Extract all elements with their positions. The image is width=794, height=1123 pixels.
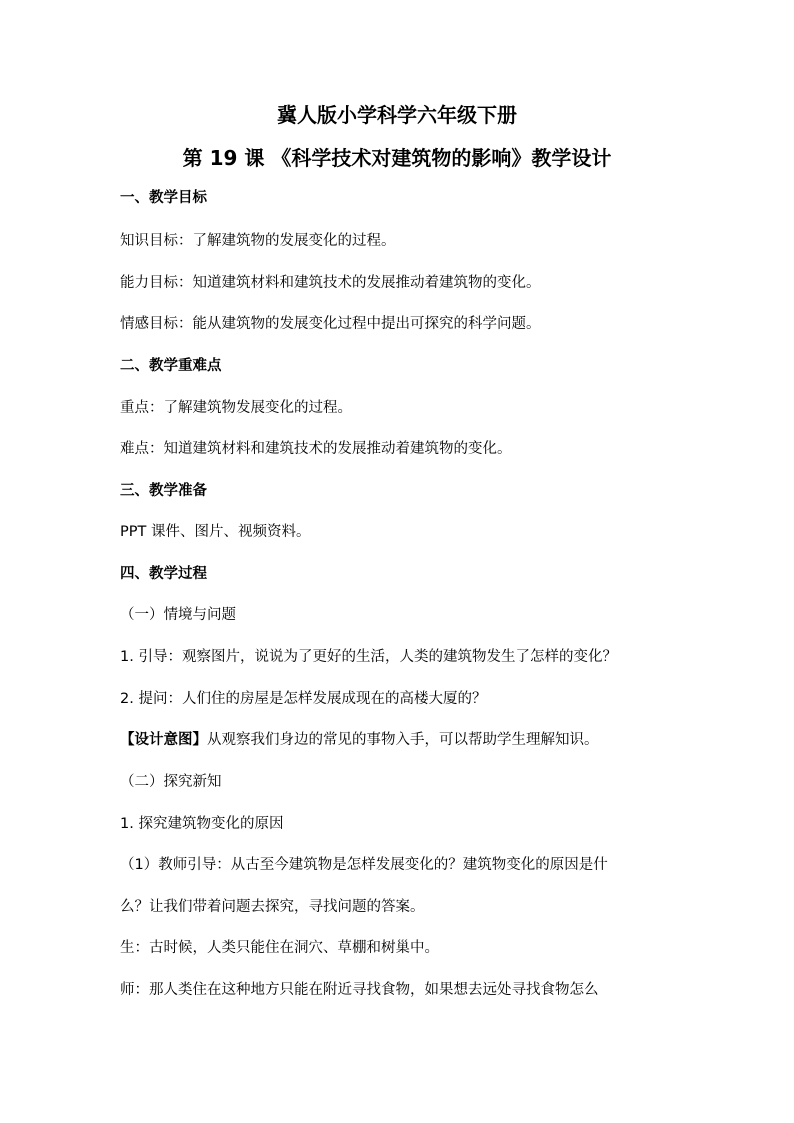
student-response: 生：古时候，人类只能住在洞穴、草棚和树巢中。 [120, 940, 439, 956]
ability-objective: 能力目标：知道建筑材料和建筑技术的发展推动着建筑物的变化。 [120, 275, 541, 291]
explore-item-1: 1. 探究建筑物变化的原因 [120, 816, 284, 832]
section-heading-objectives: 一、教学目标 [120, 190, 207, 206]
lesson-title: 第 19 课 《科学技术对建筑物的影响》教学设计 [182, 146, 612, 170]
design-intent-text: 从观察我们身边的常见的事物入手，可以帮助学生理解知识。 [207, 732, 599, 748]
emotion-objective: 情感目标：能从建筑物的发展变化过程中提出可探究的科学问题。 [120, 316, 541, 332]
process-item-2: 2. 提问：人们住的房屋是怎样发展成现在的高楼大厦的？ [120, 691, 487, 707]
teacher-guide-line-1: （1）教师引导：从古至今建筑物是怎样发展变化的？建筑物变化的原因是什 [120, 857, 608, 873]
subsection-explore: （二）探究新知 [120, 774, 222, 790]
document-title: 冀人版小学科学六年级下册 [277, 103, 517, 127]
design-intent-label: 【设计意图】 [120, 732, 207, 748]
preparation-materials: PPT 课件、图片、视频资料。 [120, 524, 311, 540]
subsection-situation: （一）情境与问题 [120, 607, 236, 623]
design-intent [120, 730, 599, 750]
teacher-response: 师：那人类住在这种地方只能在附近寻找食物，如果想去远处寻找食物怎么 [120, 982, 599, 998]
process-item-1: 1. 引导：观察图片，说说为了更好的生活，人类的建筑物发生了怎样的变化？ [120, 649, 617, 665]
section-heading-preparation: 三、教学准备 [120, 483, 207, 499]
key-point: 重点：了解建筑物发展变化的过程。 [120, 400, 352, 416]
knowledge-objective: 知识目标：了解建筑物的发展变化的过程。 [120, 233, 396, 249]
section-heading-process: 四、教学过程 [120, 566, 207, 582]
difficulty-point: 难点：知道建筑材料和建筑技术的发展推动着建筑物的变化。 [120, 441, 512, 457]
teacher-guide-line-2: 么？让我们带着问题去探究，寻找问题的答案。 [120, 899, 425, 915]
section-heading-key-points: 二、教学重难点 [120, 358, 222, 374]
